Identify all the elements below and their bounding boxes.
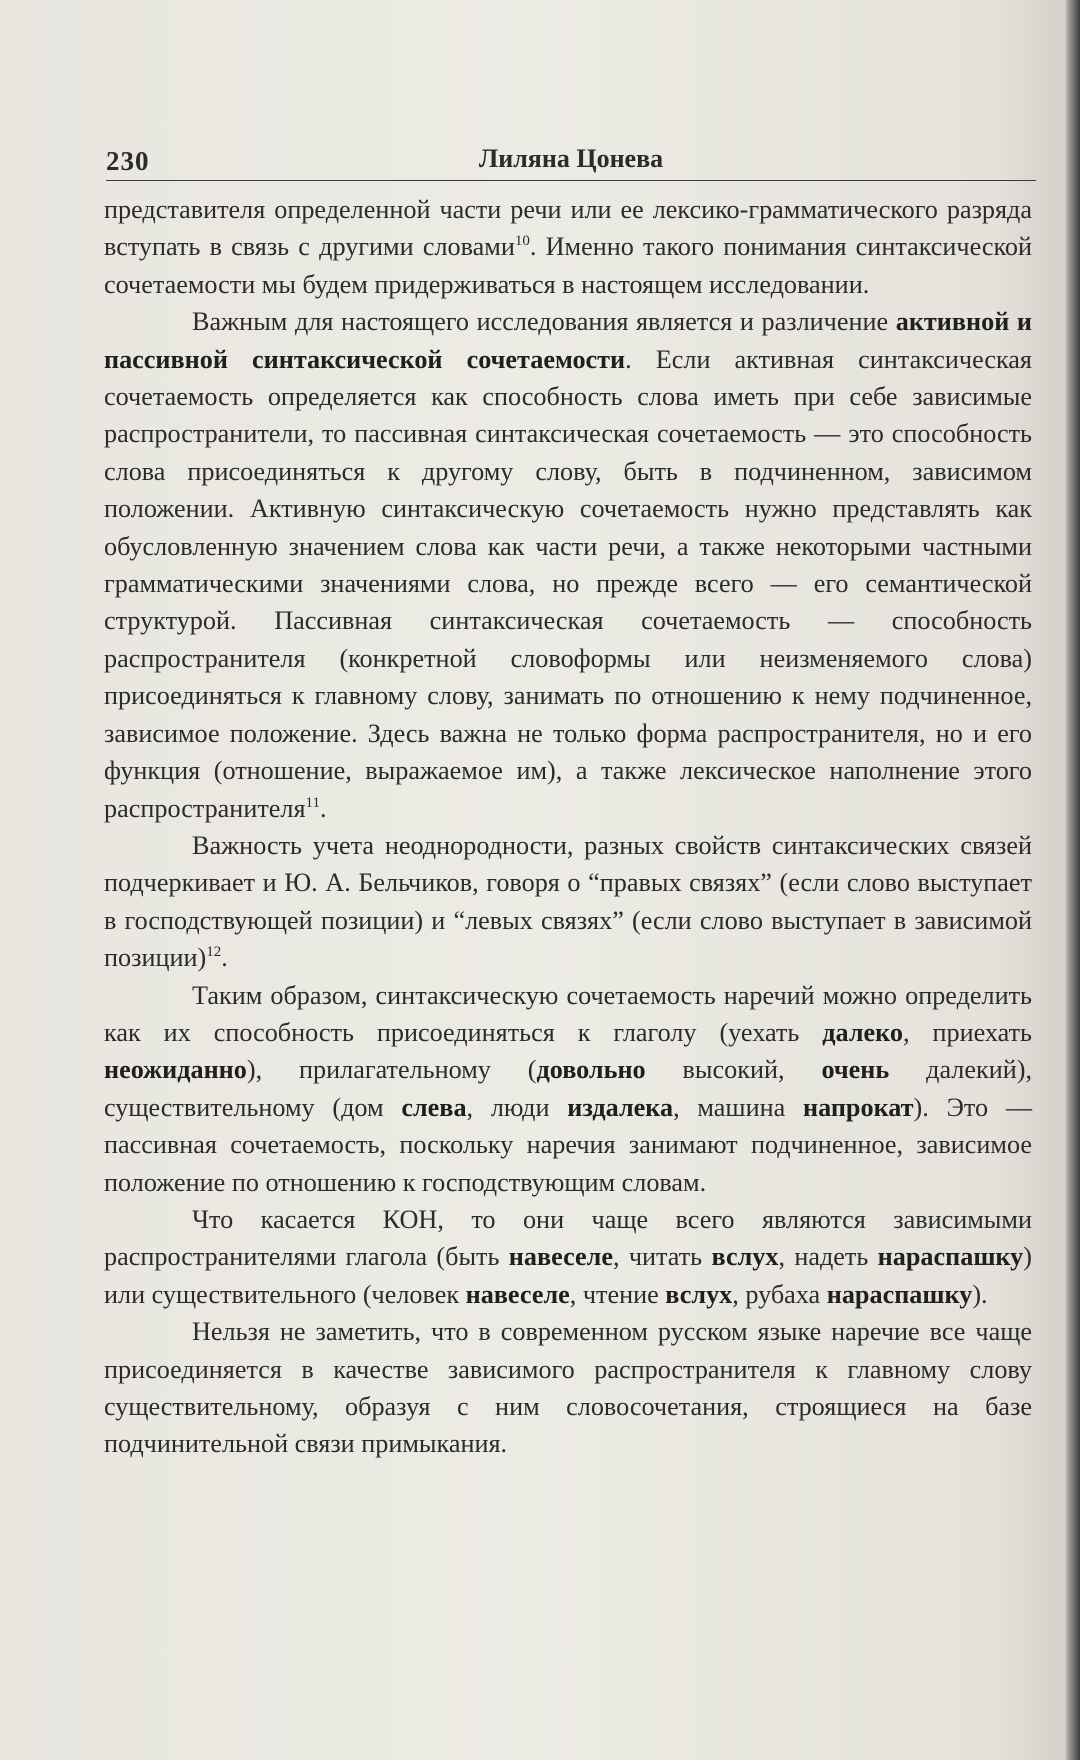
footnote-ref: 11 — [305, 794, 320, 811]
page-header — [106, 140, 1036, 181]
bold-example: напрокат — [802, 1092, 914, 1122]
bold-example: далеко — [822, 1017, 903, 1047]
bold-example: очень — [821, 1055, 890, 1085]
bold-example: навеселе — [508, 1242, 613, 1272]
bold-example: нараспашку — [877, 1242, 1024, 1272]
paragraph-2: Важным для настоящего исследования является и различение активной и пассивной синтаксической сочетаемости. Если активная синтаксическая сочетаемость определяется как способность слова иметь при себе зависимые распространители, то пассивная синтаксическая сочетаемость — это способность слова присоединяться к другому слову, быть в подчиненном, зависимом положении. Активную синтаксическую сочетаемость нужно представлять как обусловленную значением слова как части речи, а также некоторыми частными грамматическими значениями слова, но прежде всего — его семантической структурой. Пассивная синтаксическая сочетаемость — способность распространителя (конкретной словоформы или неизменяемого слова) присоединяться к главному слову, занимать по отношению к нему подчиненное, зависимое положение. Здесь важна не только форма распространителя, но и его функция (отношение, выражаемое им), а также лексическое наполнение этого распространителя$^{11}$. — [104, 307, 1032, 823]
bold-example: навеселе — [465, 1279, 570, 1309]
book-spine-shadow — [1066, 0, 1080, 1760]
running-title: Лиляна Цонева — [478, 144, 664, 173]
footnote-ref: 12 — [206, 944, 222, 961]
paragraph-1: представителя определенной части речи или ее лексико-грамматического разряда вступать в связь с другими словами$^{10}$. Именно такого понимания синтаксической сочетаемости мы будем придерживаться в настоящем исследовании. — [104, 195, 1032, 299]
paragraph-3: Важность учета неоднородности, разных свойств синтаксических связей подчеркивает и Ю. А. Бельчиков, говоря о “правых связях” (если слово выступает в господствующей позиции) и “левых связях” (если слово выступает в зависимой позиции)$^{12}$. — [104, 830, 1032, 973]
body-text — [104, 191, 1032, 1463]
bold-example: вслух — [665, 1279, 733, 1309]
bold-term: активной и пассивной синтаксической сочетаемости — [104, 307, 1032, 374]
paragraph-6: Нельзя не заметить, что в современном русском языке наречие все чаще присоединяется в качестве зависимого распространителя к главному слову существительному, образуя с ним словосочетания, строящиеся на базе подчинительной связи примыкания. — [104, 1317, 1032, 1459]
footnote-ref: 10 — [514, 233, 530, 250]
bold-example: довольно — [536, 1055, 646, 1085]
paragraph-5: Что касается КОН, то они чаще всего являются зависимыми распространителями глагола (быть навеселе, читать вслух, надеть нараспашку) или существительного (человек навеселе, чтение вслух, рубаха нараспашку). — [104, 1204, 1032, 1309]
bold-example: вслух — [711, 1242, 779, 1272]
bold-example: слева — [401, 1092, 467, 1122]
paragraph-4: Таким образом, синтаксическую сочетаемость наречий можно определить как их способность присоединяться к глаголу (уехать далеко, приехать неожиданно), прилагательному (довольно высокий, очень далекий), существительному (дом слева, люди издалека, машина напрокат). Это — пассивная сочетаемость, поскольку наречия занимают подчиненное, зависимое положение по отношению к господствующим словам. — [104, 980, 1033, 1197]
page-number: 230 — [106, 146, 150, 176]
bold-example: нараспашку — [826, 1279, 973, 1309]
bold-example: издалека — [567, 1092, 674, 1122]
bold-example: неожиданно — [104, 1055, 247, 1085]
